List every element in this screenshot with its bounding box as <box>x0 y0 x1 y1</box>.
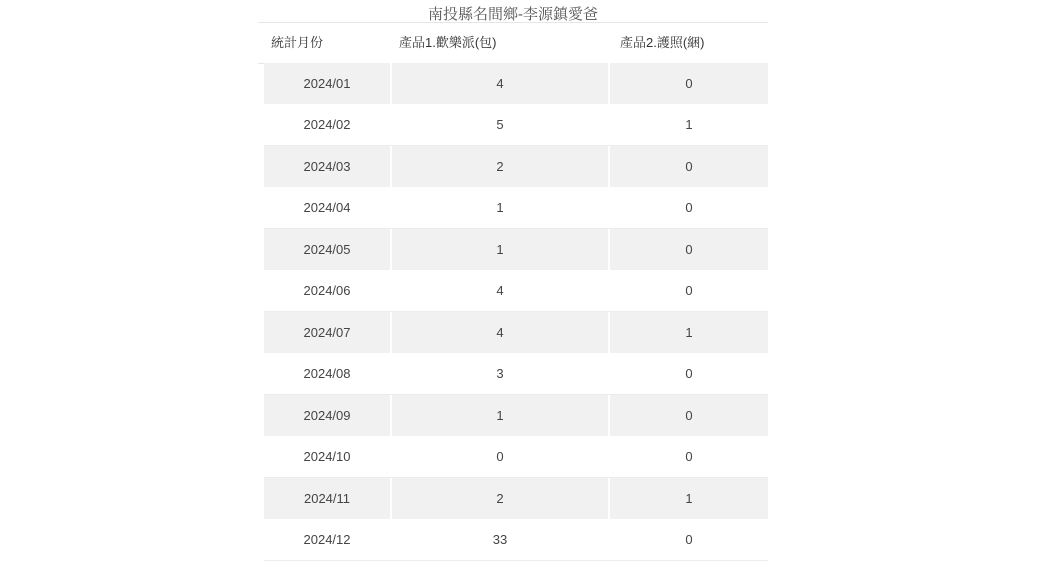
cell-product-1: 4 <box>392 63 610 104</box>
cell-month: 2024/12 <box>264 520 392 561</box>
cell-month: 2024/08 <box>264 354 392 395</box>
cell-product-2: 1 <box>610 312 768 353</box>
cell-product-1: 1 <box>392 395 610 436</box>
cell-product-2: 0 <box>610 63 768 104</box>
cell-month: 2024/06 <box>264 271 392 312</box>
cell-product-1: 2 <box>392 146 610 187</box>
table-row <box>264 520 768 562</box>
cell-month: 2024/03 <box>264 146 392 187</box>
table-header-row <box>258 23 768 64</box>
cell-month: 2024/02 <box>264 105 392 146</box>
cell-month: 2024/09 <box>264 395 392 436</box>
cell-product-1: 1 <box>392 229 610 270</box>
cell-product-1: 4 <box>392 271 610 312</box>
cell-product-1: 4 <box>392 312 610 353</box>
table-body <box>264 63 768 561</box>
table-title: 南投縣名間鄉-李源鎮愛爸 <box>258 0 768 23</box>
cell-product-2: 1 <box>610 105 768 146</box>
cell-month: 2024/05 <box>264 229 392 270</box>
table-row <box>264 105 768 147</box>
cell-product-2: 0 <box>610 146 768 187</box>
cell-product-1: 2 <box>392 478 610 519</box>
cell-product-2: 1 <box>610 478 768 519</box>
table-row <box>264 312 768 354</box>
cell-month: 2024/10 <box>264 437 392 478</box>
cell-month: 2024/01 <box>264 63 392 104</box>
cell-month: 2024/07 <box>264 312 392 353</box>
cell-product-2: 0 <box>610 271 768 312</box>
table-row <box>264 188 768 230</box>
cell-product-2: 0 <box>610 229 768 270</box>
table-row <box>264 395 768 437</box>
header-product-1[interactable]: 產品1.歡樂派(包) <box>399 35 497 50</box>
data-table <box>258 0 768 548</box>
cell-product-2: 0 <box>610 354 768 395</box>
cell-month: 2024/04 <box>264 188 392 229</box>
table-row <box>264 229 768 271</box>
cell-product-2: 0 <box>610 520 768 561</box>
cell-product-2: 0 <box>610 437 768 478</box>
cell-product-1: 5 <box>392 105 610 146</box>
header-month[interactable]: 統計月份 <box>271 35 324 50</box>
table-row <box>264 63 768 105</box>
cell-product-1: 3 <box>392 354 610 395</box>
table-row <box>264 478 768 520</box>
table-row <box>264 146 768 188</box>
cell-product-1: 0 <box>392 437 610 478</box>
cell-product-2: 0 <box>610 395 768 436</box>
cell-product-2: 0 <box>610 188 768 229</box>
header-product-2[interactable]: 產品2.護照(綑) <box>620 35 705 50</box>
cell-month: 2024/11 <box>264 478 392 519</box>
table-row <box>264 271 768 313</box>
table-row <box>264 354 768 396</box>
cell-product-1: 33 <box>392 520 610 561</box>
cell-product-1: 1 <box>392 188 610 229</box>
table-row <box>264 437 768 479</box>
